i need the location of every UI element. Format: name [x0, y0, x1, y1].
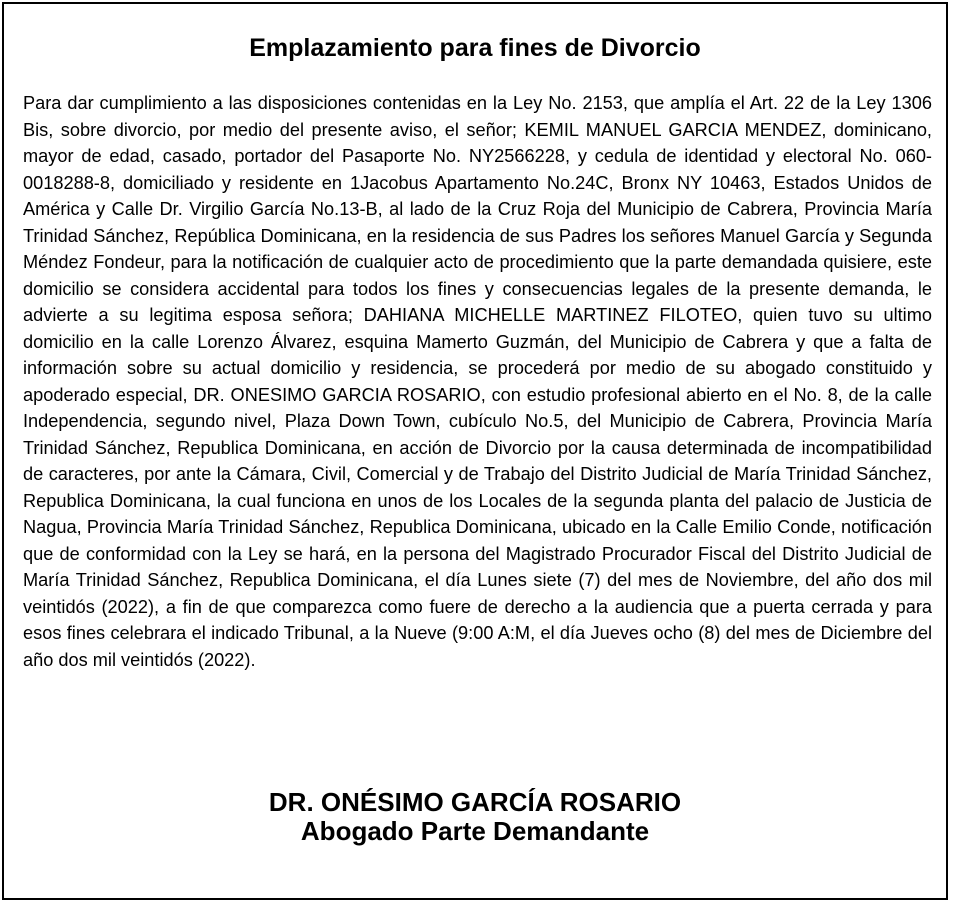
signature-block [4, 788, 946, 846]
notice-body: Para dar cumplimiento a las disposiciones contenidas en la Ley No. 2153, que amplía el Art. 22 de la Ley 1306 Bis, sobre divorcio, por medio del presente aviso, el señor; KEMIL MANUEL GARCIA MENDEZ, dominicano, mayor de edad, casado, portador del Pasaporte No. NY2566228, y cedula de identidad y electoral No. 060-0018288-8, domiciliado y residente en 1Jacobus Apartamento No.24C, Bronx NY 10463, Estados Unidos de América y Calle Dr. Virgilio García No.13-B, al lado de la Cruz Roja del Municipio de Cabrera, Provincia María Trinidad Sánchez, República Dominicana, en la residencia de sus Padres los señores Manuel García y Segunda Méndez Fondeur, para la notificación de cualquier acto de procedimiento que la parte demandada quisiere, este domicilio se considera accidental para todos los fines y consecuencias legales de la presente demanda, le advierte a su legitima esposa señora; DAHIANA MICHELLE MARTINEZ FILOTEO, quien tuvo su ultimo domicilio en la calle Lorenzo Álvarez, esquina Mamerto Guzmán, del Municipio de Cabrera y que a falta de información sobre su actual domicilio y residencia, se procederá por medio de su abogado constituido y apoderado especial, DR. ONESIMO GARCIA ROSARIO, con estudio profesional abierto en el No. 8, de la calle Independencia, segundo nivel, Plaza Down Town, cubículo No.5, del Municipio de Cabrera, Provincia María Trinidad Sánchez, Republica Dominicana, en acción de Divorcio por la causa determinada de incompatibilidad de caracteres, por ante la Cámara, Civil, Comercial y de Trabajo del Distrito Judicial de María Trinidad Sánchez, Republica Dominicana, la cual funciona en unos de los Locales de la segunda planta del palacio de Justicia de Nagua, Provincia María Trinidad Sánchez, Republica Dominicana, ubicado en la Calle Emilio Conde, notificación que de conformidad con la Ley se hará, en la persona del Magistrado Procurador Fiscal del Distrito Judicial de María Trinidad Sánchez, Republica Dominicana, el día Lunes siete (7) del mes de Noviembre, del año dos mil veintidós (2022), a fin de que comparezca como fuere de derecho a la audiencia que a puerta cerrada y para esos fines celebrara el indicado Tribunal, a la Nueve (9:00 A:M, el día Jueves ocho (8) del mes de Diciembre del año dos mil veintidós (2022). [23, 93, 932, 670]
notice-title: Emplazamiento para fines de Divorcio [249, 34, 701, 62]
notice-frame [2, 2, 948, 900]
signature-role: Abogado Parte Demandante [300, 816, 650, 846]
signature-name: DR. ONÉSIMO GARCÍA ROSARIO [268, 787, 682, 817]
